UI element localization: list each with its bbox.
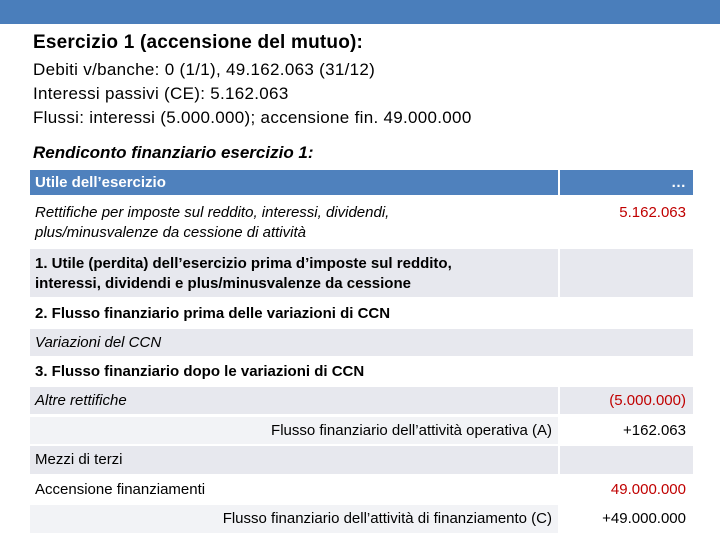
table-row-flusso-finanziamento	[30, 505, 693, 533]
info-line-flussi: Flussi: interessi (5.000.000); accensione fin. 49.000.000	[33, 108, 472, 127]
info-line-debiti: Debiti v/banche: 0 (1/1), 49.162.063 (31/12)	[33, 60, 376, 79]
row-value: 49.000.000	[560, 476, 693, 504]
table-row-accensione-finanziamenti	[30, 476, 693, 504]
table-row-variazioni-ccn	[30, 329, 693, 356]
table-row-utile	[30, 170, 693, 195]
row-value	[560, 446, 693, 474]
row-label: Mezzi di terzi	[30, 446, 558, 474]
page-title: Esercizio 1 (accensione del mutuo):	[33, 32, 364, 53]
row-label: Flusso finanziario dell’attività di finanziamento (C)	[30, 505, 558, 533]
row-label: Utile dell’esercizio	[30, 170, 558, 195]
top-accent-bar	[0, 0, 720, 24]
table-row-altre-rettifiche	[30, 387, 693, 414]
row-value: (5.000.000)	[560, 387, 693, 414]
row-label-line2: plus/minusvalenze da cessione di attività	[35, 224, 306, 241]
info-line-interessi: Interessi passivi (CE): 5.162.063	[33, 84, 289, 103]
row-label-line1: 1. Utile (perdita) dell’esercizio prima d’imposte sul reddito,	[35, 255, 452, 272]
row-label: Variazioni del CCN	[30, 329, 693, 356]
table-row-flusso-dopo-ccn	[30, 358, 693, 385]
row-label-line2: interessi, dividendi e plus/minusvalenze da cessione	[35, 275, 411, 292]
table-row-flusso-operativa	[30, 417, 693, 444]
table-row-mezzi-terzi	[30, 446, 693, 474]
row-value: 5.162.063	[560, 198, 693, 246]
row-value: +162.063	[560, 417, 693, 444]
table-row-flusso-prima-ccn	[30, 300, 693, 327]
row-label: 3. Flusso finanziario dopo le variazioni di CCN	[30, 358, 693, 385]
row-label: Accensione finanziamenti	[30, 476, 558, 504]
row-label: Altre rettifiche	[30, 387, 558, 414]
row-label	[30, 198, 558, 246]
row-value	[560, 300, 693, 327]
table-row-rettifiche	[30, 198, 693, 246]
row-label	[30, 249, 558, 297]
row-label: 2. Flusso finanziario prima delle variazioni di CCN	[30, 300, 558, 327]
section-subtitle: Rendiconto finanziario esercizio 1:	[33, 143, 314, 162]
row-value: +49.000.000	[560, 505, 693, 533]
row-label: Flusso finanziario dell’attività operativa (A)	[30, 417, 558, 444]
row-value	[560, 249, 693, 297]
row-value: …	[560, 170, 693, 195]
table-row-utile-ante-imposte	[30, 249, 693, 297]
row-label-line1: Rettifiche per imposte sul reddito, interessi, dividendi,	[35, 204, 390, 221]
